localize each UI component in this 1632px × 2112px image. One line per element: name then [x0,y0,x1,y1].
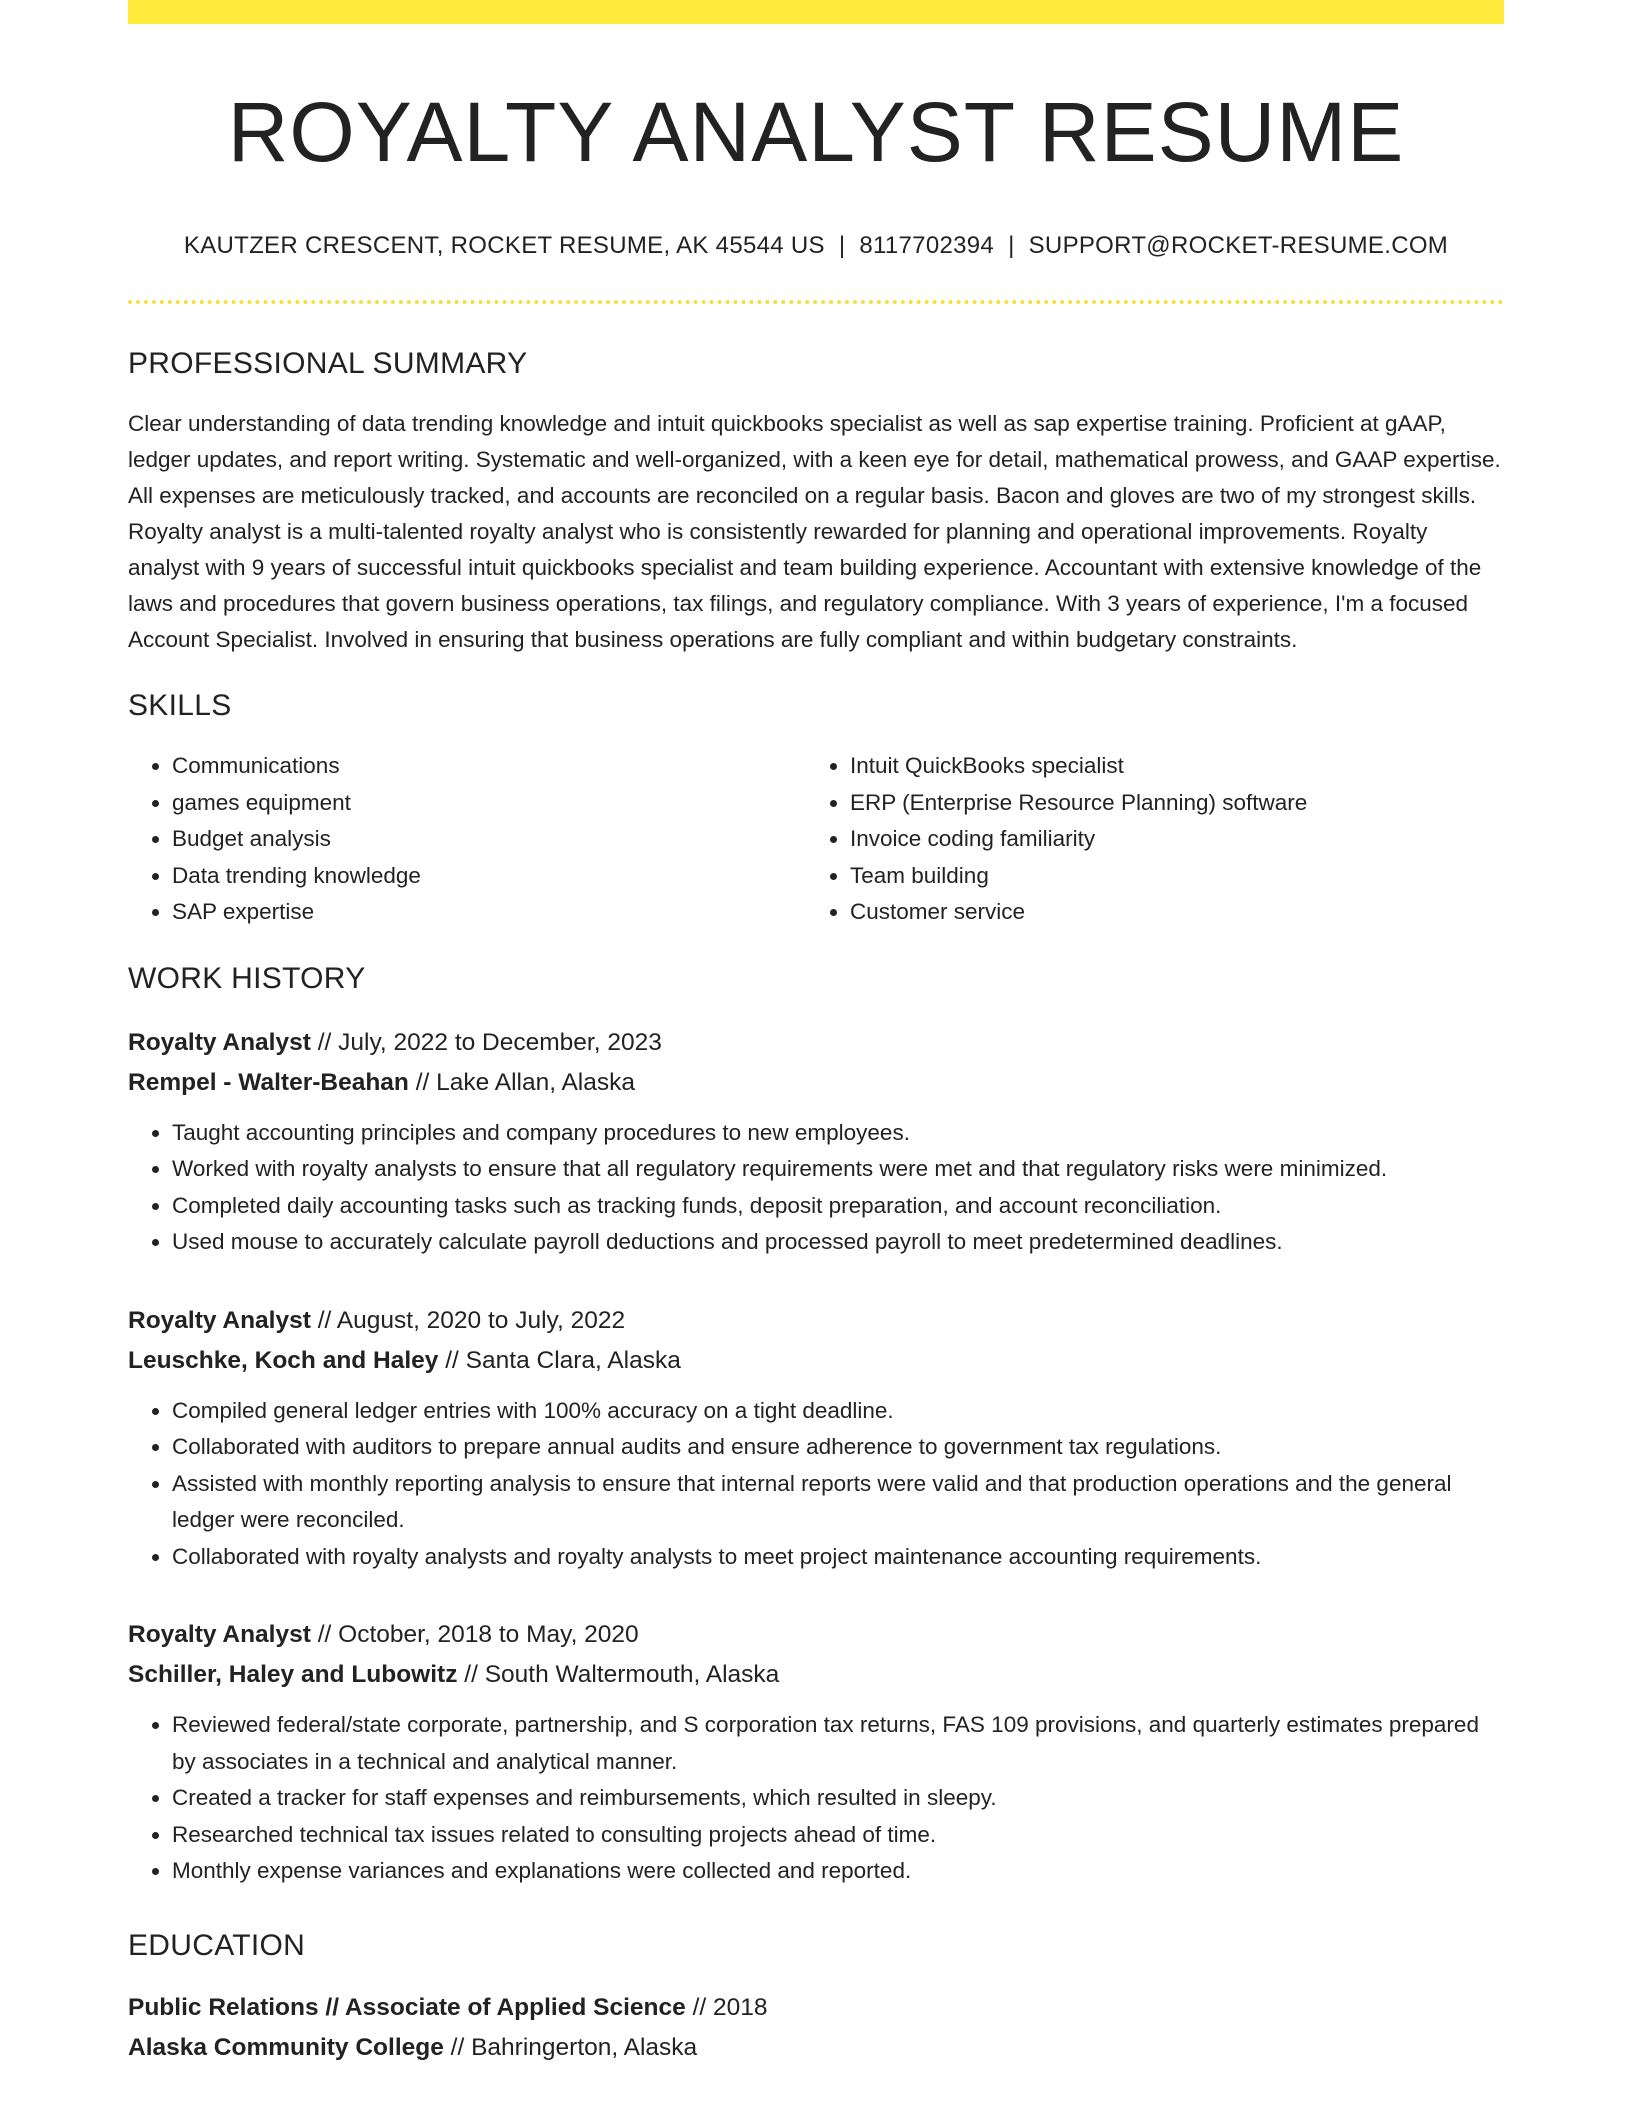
summary-text: Clear understanding of data trending knowledge and intuit quickbooks specialist as well as sap expertise training. Proficient at gAAP, ledger updates, and report writing. Systematic and well-organized, with a keen eye for detail, mathematical prowess, and GAAP expertise. All expenses are meticulously tracked, and accounts are reconciled on a regular basis. Bacon and gloves are two of my strongest skills. Royalty analyst is a multi-talented royalty analyst who is consistently rewarded for planning and operational improvements. Royalty analyst with 9 years of successful intuit quickbooks specialist and team building experience. Accountant with extensive knowledge of the laws and procedures that govern business operations, tax filings, and regulatory compliance. With 3 years of experience, I'm a focused Account Specialist. Involved in ensuring that business operations are fully compliant and within budgetary constraints. [128,411,1501,652]
job-bullet: • Researched technical tax issues related to consulting projects ahead of time. [172,1817,1504,1854]
contact-address: KAUTZER CRESCENT, ROCKET RESUME, AK 45544 US [183,232,825,259]
resume-content [128,0,1504,2068]
job-dates: // August, 2020 to July, 2022 [317,1306,626,1334]
job-dates: // July, 2022 to December, 2023 [317,1028,662,1056]
job-bullet: • Used mouse to accurately calculate payroll deductions and processed payroll to meet predetermined deadlines. [172,1224,1504,1261]
job-bullet: • Completed daily accounting tasks such as tracking funds, deposit preparation, and account reconciliation. [172,1188,1504,1225]
skill-item: • Customer service [850,894,1484,931]
summary-heading: PROFESSIONAL SUMMARY [128,347,528,380]
job-bullet: • Monthly expense variances and explanations were collected and reported. [172,1853,1504,1890]
job-company-line [128,1341,1504,1381]
job-title: Royalty Analyst [128,1028,311,1056]
job-bullet: • Taught accounting principles and company procedures to new employees. [172,1115,1504,1152]
skills-heading: SKILLS [128,689,232,722]
skills-list-right [806,748,1484,931]
education-heading: EDUCATION [128,1928,306,1962]
work-history-section [128,959,1504,1890]
education-location: // Bahringerton, Alaska [450,2033,698,2061]
skill-item: • Team building [850,858,1484,895]
job-dates: // October, 2018 to May, 2020 [317,1621,639,1648]
skill-item: • games equipment [172,785,806,822]
skills-columns [128,748,1504,931]
skill-item: • SAP expertise [172,894,806,931]
job-company: Leuschke, Koch and Haley [128,1346,439,1374]
job-bullets [128,1707,1504,1890]
job-bullets [128,1393,1504,1576]
job-title: Royalty Analyst [128,1621,311,1648]
job-entry [128,1023,1504,1261]
contact-separator: | [838,232,846,259]
job-entry [128,1301,1504,1576]
job-bullet: • Compiled general ledger entries with 100% accuracy on a tight deadline. [172,1393,1504,1430]
contact-phone: 8117702394 [859,232,995,259]
job-title: Royalty Analyst [128,1306,311,1334]
skill-item: • Invoice coding familiarity [850,821,1484,858]
skill-item: • ERP (Enterprise Resource Planning) software [850,785,1484,822]
work-history-heading: WORK HISTORY [128,961,366,995]
resume-title: ROYALTY ANALYST RESUME [227,85,1405,179]
skill-item: • Budget analysis [172,821,806,858]
job-bullet: • Worked with royalty analysts to ensure that all regulatory requirements were met and that regulatory risks were minimized. [172,1151,1504,1188]
job-location: // Santa Clara, Alaska [445,1346,681,1374]
education-entry [128,1988,1504,2068]
job-company-line [128,1063,1504,1103]
skill-item: • Intuit QuickBooks specialist [850,748,1484,785]
job-company: Rempel - Walter-Beahan [128,1068,409,1096]
skill-item: • Communications [172,748,806,785]
job-bullet: • Assisted with monthly reporting analysis to ensure that internal reports were valid and that production operations and the general ledger were reconciled. [172,1466,1504,1539]
job-bullet: • Collaborated with royalty analysts and royalty analysts to meet project maintenance accounting requirements. [172,1539,1504,1576]
accent-top-bar [128,0,1504,24]
contact-separator: | [1008,232,1015,259]
job-title-line [128,1301,1504,1341]
education-school: Alaska Community College [128,2033,444,2061]
education-degree: Public Relations // Associate of Applied Science [128,1993,686,2021]
education-school-line [128,2028,1504,2068]
job-title-line [128,1615,1504,1655]
job-entry [128,1615,1504,1890]
job-bullet: • Created a tracker for staff expenses and reimbursements, which resulted in sleepy. [172,1780,1504,1817]
summary-section [128,344,1504,658]
skill-item: • Data trending knowledge [172,858,806,895]
education-degree-line [128,1988,1504,2028]
job-bullet: • Collaborated with auditors to prepare annual audits and ensure adherence to government tax regulations. [172,1429,1504,1466]
skills-section [128,686,1504,931]
dotted-divider [128,300,1504,304]
skills-list-left [128,748,806,931]
job-location: // Lake Allan, Alaska [415,1068,635,1096]
contact-email: SUPPORT@ROCKET-RESUME.COM [1028,232,1449,259]
job-title-line [128,1023,1504,1063]
job-company: Schiller, Haley and Lubowitz [128,1661,458,1688]
education-section [128,1926,1504,2068]
job-company-line [128,1655,1504,1695]
job-bullet: • Reviewed federal/state corporate, partnership, and S corporation tax returns, FAS 109 provisions, and quarterly estimates prepared by associates in a technical and analytical manner. [172,1707,1504,1780]
job-location: // South Waltermouth, Alaska [464,1661,780,1688]
education-year: // 2018 [692,1993,768,2021]
contact-line [128,230,1504,262]
job-bullets [128,1115,1504,1261]
